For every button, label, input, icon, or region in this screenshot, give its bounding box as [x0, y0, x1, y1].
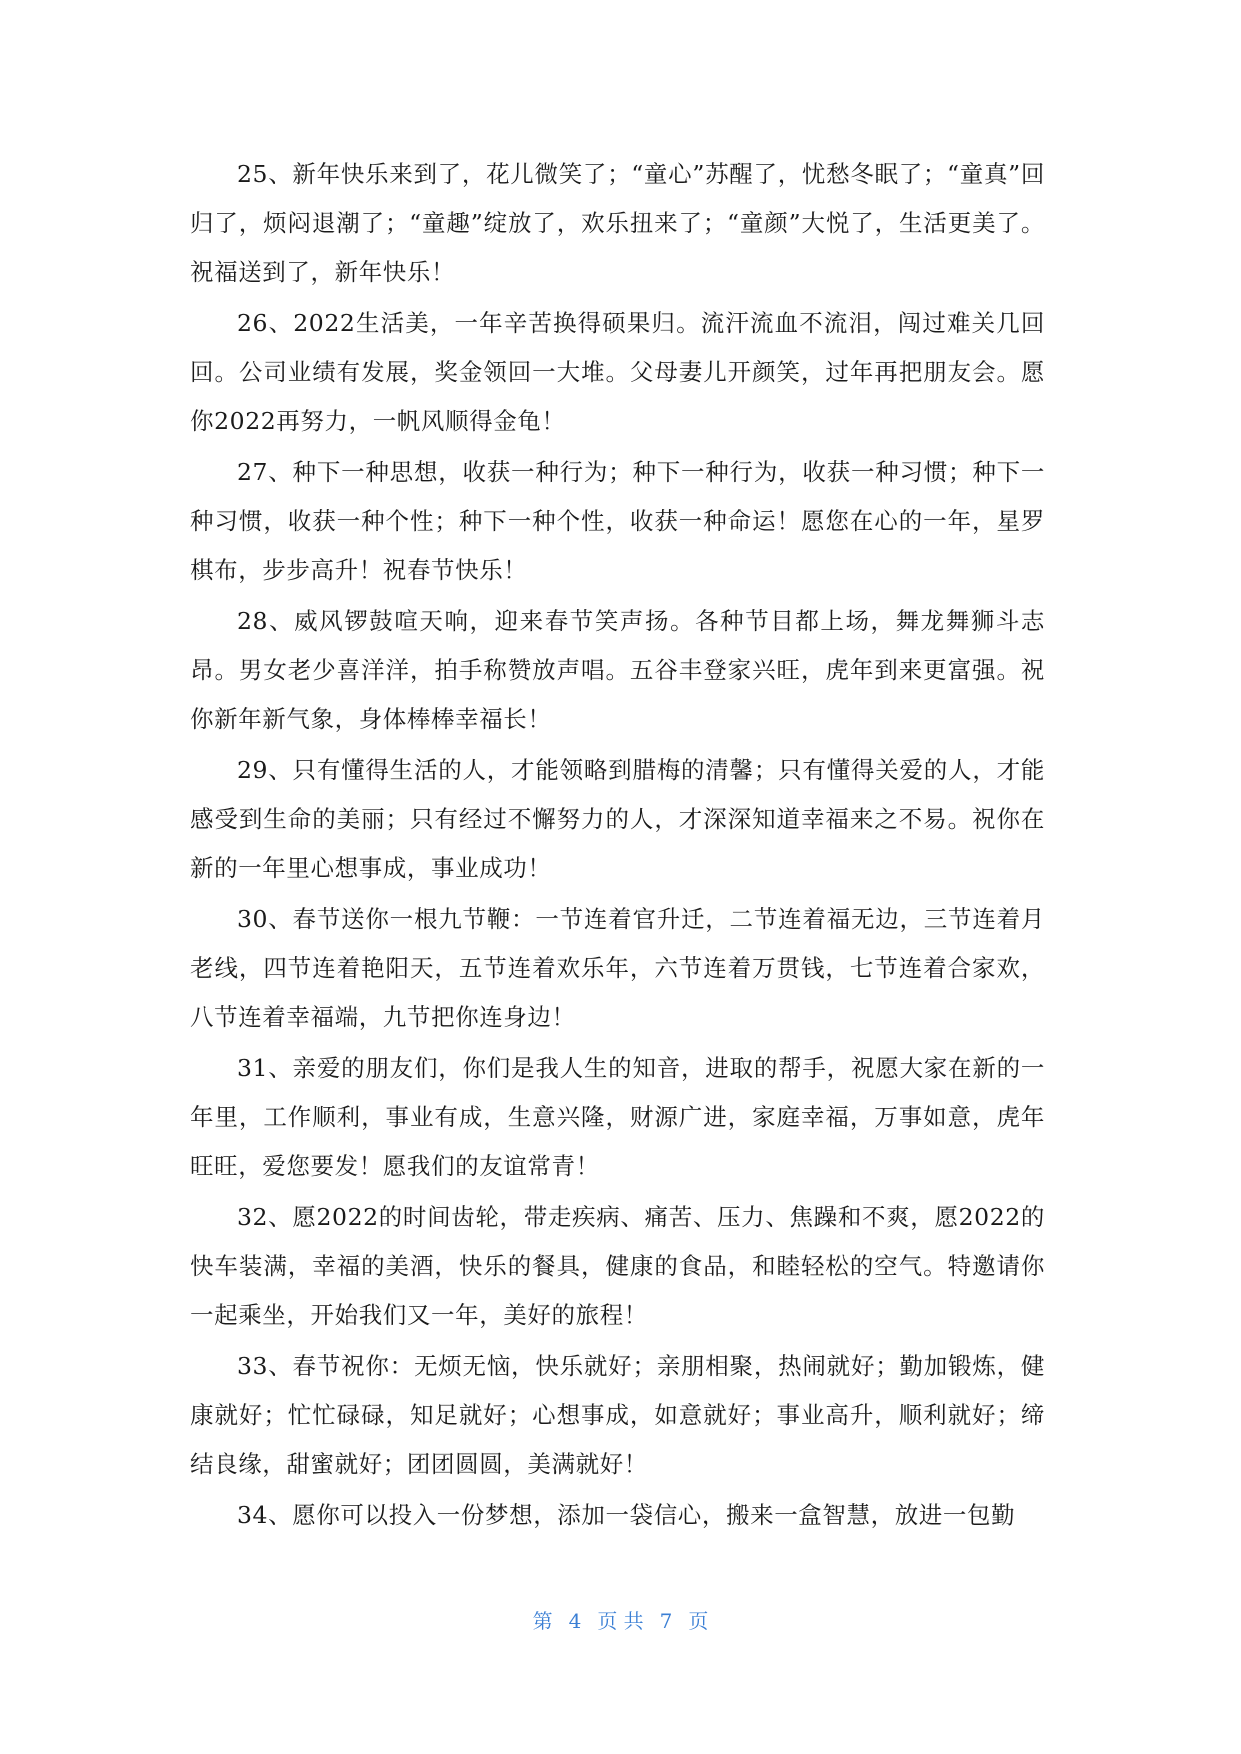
paragraph-31: 31、亲爱的朋友们，你们是我人生的知音，进取的帮手，祝愿大家在新的一年里，工作顺利，事业有成，生意兴隆，财源广进，家庭幸福，万事如意，虎年旺旺，爱您要发！愿我们的友谊常青！: [190, 1054, 1045, 1180]
paragraph-27: 27、种下一种思想，收获一种行为；种下一种行为，收获一种习惯；种下一种习惯，收获一种个性；种下一种个性，收获一种命运！愿您在心的一年，星罗棋布，步步高升！祝春节快乐！: [190, 458, 1045, 584]
footer-total-pages: 7: [659, 1609, 673, 1633]
paragraph-25: 25、新年快乐来到了，花儿微笑了；“童心”苏醒了，忧愁冬眠了；“童真”回归了，烦闷退潮了；“童趣”绽放了，欢乐扭来了；“童颜”大悦了，生活更美了。祝福送到了，新年快乐！: [190, 160, 1045, 286]
paragraph-28: 28、威风锣鼓喧天响，迎来春节笑声扬。各种节目都上场，舞龙舞狮斗志昂。男女老少喜洋洋，拍手称赞放声唱。五谷丰登家兴旺，虎年到来更富强。祝你新年新气象，身体棒棒幸福长！: [190, 607, 1045, 733]
paragraph-29: 29、只有懂得生活的人，才能领略到腊梅的清馨；只有懂得关爱的人，才能感受到生命的美丽；只有经过不懈努力的人，才深深知道幸福来之不易。祝你在新的一年里心想事成，事业成功！: [190, 756, 1045, 882]
footer-middle: 页 共: [597, 1609, 644, 1633]
footer-suffix: 页: [688, 1609, 709, 1633]
footer-current-page: 4: [568, 1609, 582, 1633]
paragraph-32: 32、愿2022的时间齿轮，带走疾病、痛苦、压力、焦躁和不爽，愿2022的快车装满，幸福的美酒，快乐的餐具，健康的食品，和睦轻松的空气。特邀请你一起乘坐，开始我们又一年，美好的旅程！: [190, 1203, 1045, 1329]
paragraph-33: 33、春节祝你：无烦无恼，快乐就好；亲朋相聚，热闹就好；勤加锻炼，健康就好；忙忙碌碌，知足就好；心想事成，如意就好；事业高升，顺利就好；缔结良缘，甜蜜就好；团团圆圆，美满就好！: [190, 1352, 1045, 1478]
paragraph-26: 26、2022生活美，一年辛苦换得硕果归。流汗流血不流泪，闯过难关几回回。公司业绩有发展，奖金领回一大堆。父母妻儿开颜笑，过年再把朋友会。愿你2022再努力，一帆风顺得金龟！: [190, 309, 1045, 435]
page-footer: [0, 1605, 1241, 1634]
paragraph-30: 30、春节送你一根九节鞭：一节连着官升迁，二节连着福无边，三节连着月老线，四节连着艳阳天，五节连着欢乐年，六节连着万贯钱，七节连着合家欢，八节连着幸福端，九节把你连身边！: [190, 905, 1045, 1031]
paragraph-34: 34、愿你可以投入一份梦想，添加一袋信心，搬来一盒智慧，放进一包勤: [237, 1501, 1016, 1529]
document-body: [190, 150, 1045, 1542]
footer-prefix: 第: [532, 1609, 553, 1633]
